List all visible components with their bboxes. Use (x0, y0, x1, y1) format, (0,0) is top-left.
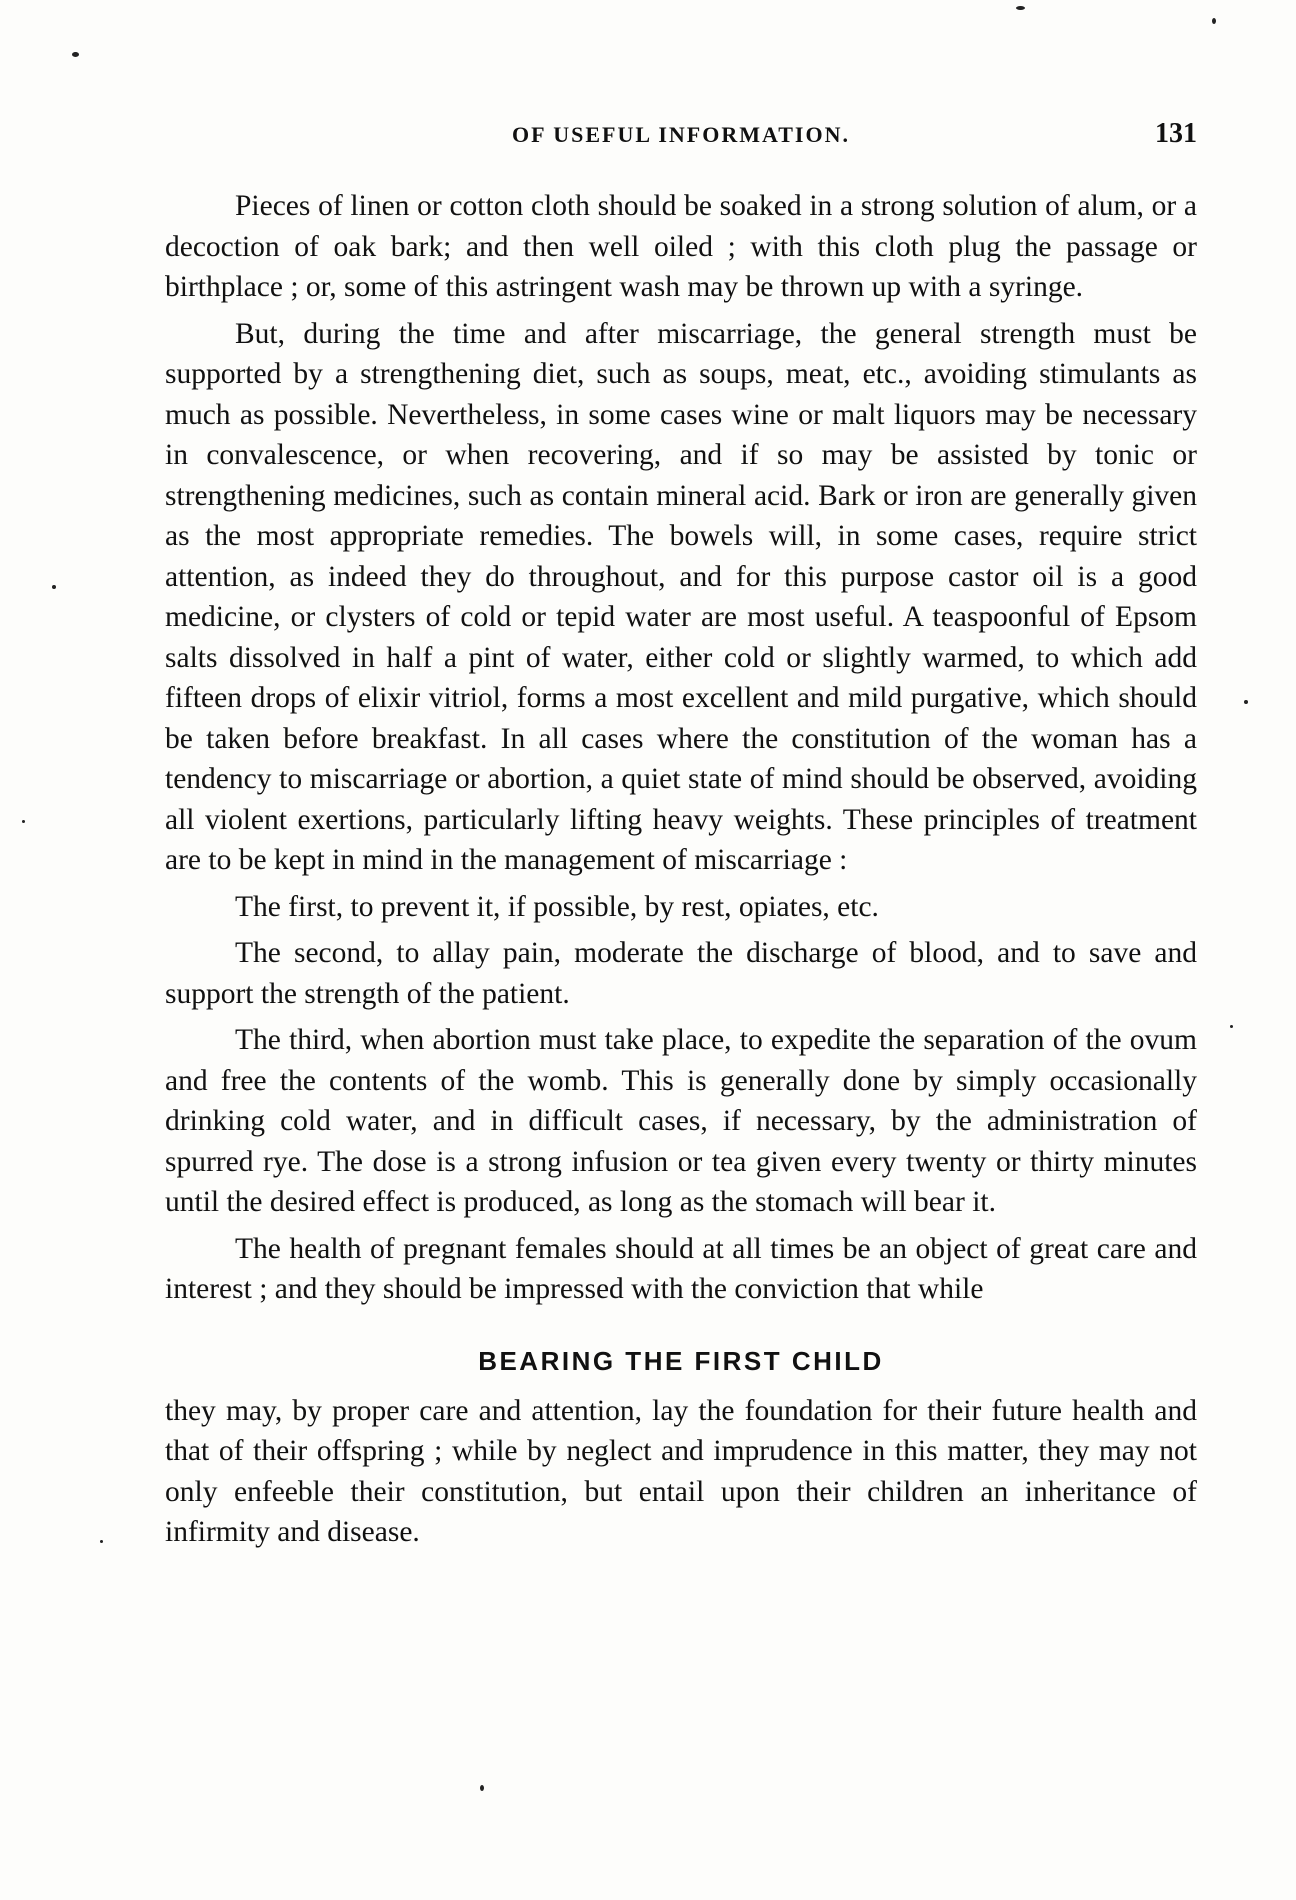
paragraph-second-principle: The second, to allay pain, moderate the discharge of blood, and to save and support the strength of the patient. (165, 937, 1197, 1010)
scan-speck (1212, 18, 1216, 24)
scan-speck (72, 52, 79, 57)
paragraph-cloth-plug: Pieces of linen or cotton cloth should be soaked in a strong solution of alum, or a decoction of oak bark; and then well oiled ; with this cloth plug the passage or birthplace ; or, some of this astringent wash may be thrown up with a syringe. (165, 190, 1197, 303)
running-head (165, 118, 1197, 156)
scan-speck (100, 1540, 103, 1543)
scan-speck (1244, 700, 1248, 704)
body-text (165, 186, 1197, 1559)
scan-speck (52, 585, 56, 589)
scan-speck (22, 820, 25, 823)
scan-speck (480, 1785, 484, 1791)
paragraph-closing: they may, by proper care and attention, lay the foundation for their future health and that of their offspring ; while by neglect and imprudence in this matter, they may not only enfeeble their constitution, but entail upon their children an inheritance of infirmity and disease. (165, 1394, 1197, 1548)
paragraph-third-principle: The third, when abortion must take place, to expedite the separation of the ovum and free the contents of the womb. This is generally done by simply occasionally drinking cold water, and in difficult cases, if necessary, by the administration of spurred rye. The dose is a strong infusion or tea given every twenty or thirty minutes until the desired effect is produced, as long as the stomach will bear it. (165, 1024, 1197, 1218)
paragraph-first-principle: The first, to prevent it, if possible, by rest, opiates, etc. (235, 890, 879, 923)
section-heading: BEARING THE FIRST CHILD (478, 1345, 884, 1376)
scan-speck (1016, 6, 1025, 10)
scan-speck (1230, 1025, 1233, 1028)
page-number: 131 (1155, 118, 1197, 149)
paragraph-strength-diet: But, during the time and after miscarriage, the general strength must be supported by a strengthening diet, such as soups, meat, etc., avoiding stimulants as much as possible. Nevertheless, in some cases wine or malt liquors may be necessary in convalescence, or when recovering, and if so may be assisted by tonic or strengthening medicines, such as contain mineral acid. Bark or iron are generally given as the most appropriate remedies. The bowels will, in some cases, require strict attention, as indeed they do throughout, and for this purpose castor oil is a good medicine, or clysters of cold or tepid water are most useful. A teaspoonful of Epsom salts dissolved in half a pint of water, either cold or slightly warmed, to which add fifteen drops of elixir vitriol, forms a most excellent and mild purgative, which should be taken before breakfast. In all cases where the constitution of the woman has a tendency to miscarriage or abortion, a quiet state of mind should be observed, avoiding all violent exertions, particularly lifting heavy weights. These principles of treatment are to be kept in mind in the management of miscarriage : (165, 317, 1197, 876)
paragraph-pregnant-health: The health of pregnant females should at all times be an object of great care and interest ; and they should be impressed with the conviction that while (165, 1232, 1197, 1305)
running-title: OF USEFUL INFORMATION. (512, 122, 850, 147)
